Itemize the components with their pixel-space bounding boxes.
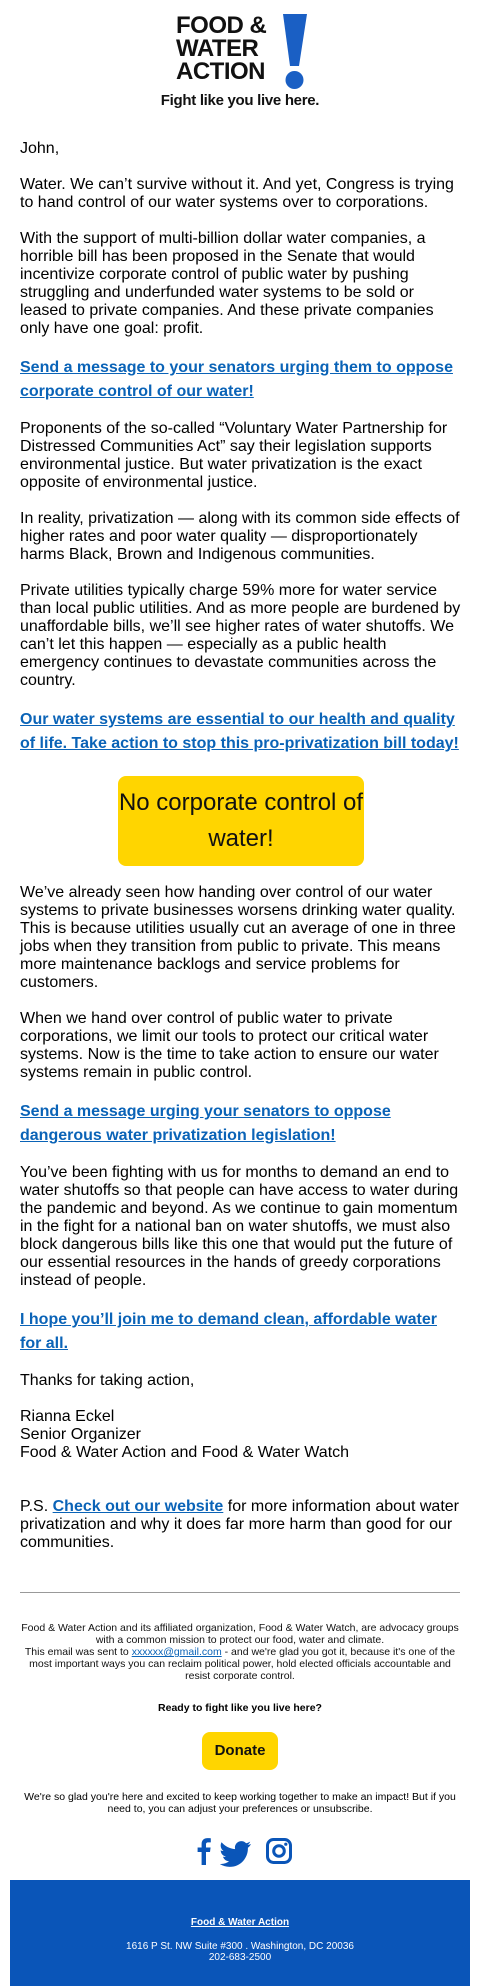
twitter-icon[interactable]: [220, 1841, 252, 1872]
paragraph-8: You’ve been fighting with us for months to demand an end to water shutoffs so that people can have access to water during the pandemic and beyond. As we continue to gain momentum in the fight for a national ban on water shutoffs, we must also block dangerous bills like this one that would put the future of our essential resources in the hands of greedy corporations instead of people.: [20, 1164, 459, 1289]
paragraph-2: With the support of multi-billion dollar water companies, a horrible bill has been proposed in the Senate that would incentivize corporate control of public water by pushing struggling and underfunded water systems to be sold or leased to private companies. And these private companies only have one goal: profit.: [20, 230, 434, 337]
postscript: [20, 1498, 462, 1552]
about-text: Food & Water Action and its affiliated organization, Food & Water Watch, are advocacy groups with a common mission to protect our food, water and climate.: [21, 1622, 459, 1646]
email-body: [20, 140, 462, 1570]
sent-prefix: This email was sent to: [24, 1646, 132, 1658]
org-phone: 202-683-2500: [208, 1952, 272, 1963]
signature-org: Food & Water Action and Food & Water Watch: [20, 1444, 350, 1461]
exclamation-icon: [281, 12, 309, 92]
ps-suffix: for more information about water privatization and why it does far more harm than good for our communities.: [20, 1498, 459, 1551]
footer-divider: [20, 1592, 460, 1593]
facebook-icon[interactable]: [196, 1837, 212, 1870]
instagram-icon[interactable]: [266, 1838, 292, 1869]
signoff: Thanks for taking action,: [20, 1372, 195, 1389]
ps-prefix: P.S.: [20, 1498, 53, 1515]
logo-line-2: WATER: [176, 35, 259, 62]
paragraph-5: Private utilities typically charge 59% more for water service than local public utilities. And as more people are burdened by unaffordable bills, we’ll see higher rates of water shutoffs. We can’t let this happen — especially as a public health emergency continues to devastate communities across the country.: [20, 582, 461, 689]
recipient-email-link[interactable]: xxxxxx@gmail.com: [131, 1646, 222, 1658]
footer-about: [20, 1622, 460, 1682]
org-address: 1616 P St. NW Suite #300 . Washington, DC 20036: [126, 1941, 354, 1952]
sent-suffix: - and we're glad you got it, because it's one of the most important ways you can reclaim political power, hold elected officials accountable and resist corporate control.: [29, 1646, 456, 1682]
paragraph-7: When we hand over control of public water to private corporations, we limit our tools to protect our critical water systems. Now is the time to take action to ensure our water systems remain in public control.: [20, 1010, 439, 1081]
signature: [20, 1408, 462, 1462]
take-action-link[interactable]: Our water systems are essential to our health and quality of life. Take action to stop this pro-privatization bill today!: [20, 711, 459, 752]
paragraph-3: Proponents of the so-called “Voluntary Water Partnership for Distressed Communities Act” say their legislation supports environmental justice. But water privatization is the exact opposite of environmental justice.: [20, 420, 448, 491]
paragraph-1: Water. We can’t survive without it. And yet, Congress is trying to hand control of our water systems over to corporations.: [20, 176, 454, 211]
paragraph-4: In reality, privatization — along with its common side effects of higher rates and poor water quality — disproportionately harms Black, Brown and Indigenous communities.: [20, 510, 460, 563]
signature-title: Senior Organizer: [20, 1426, 141, 1443]
website-link[interactable]: Check out our website: [52, 1498, 224, 1515]
sent-to-text: [20, 1646, 460, 1682]
logo-line-3: ACTION: [176, 58, 265, 85]
org-name-link[interactable]: Food & Water Action: [190, 1917, 290, 1928]
logo-line-1: FOOD &: [176, 12, 267, 39]
paragraph-6: We’ve already seen how handing over control of our water systems to private businesses worsens drinking water quality. This is because utilities usually cut an average of one in three jobs when they transition from public to private. This means more maintenance backlogs and service problems for customers.: [20, 884, 456, 991]
signature-name: Rianna Eckel: [20, 1408, 115, 1425]
greeting: John,: [20, 140, 60, 157]
logo-tagline: Fight like you live here.: [160, 92, 320, 109]
preferences-text: We're so glad you're here and excited to keep working together to make an impact! But if you need to, you can adjust your preferences or unsubscribe.: [24, 1791, 456, 1815]
ready-heading: Ready to fight like you live here?: [158, 1702, 322, 1714]
join-me-link[interactable]: I hope you’ll join me to demand clean, affordable water for all.: [20, 1311, 437, 1352]
footer-address-bar: [10, 1880, 470, 1986]
senators-action-link[interactable]: Send a message to your senators urging them to oppose corporate control of our water!: [20, 359, 453, 400]
logo-wordmark: [176, 14, 266, 83]
no-corporate-control-button[interactable]: No corporate control of water!: [118, 776, 364, 866]
brand-logo[interactable]: [0, 6, 480, 112]
donate-button[interactable]: Donate: [202, 1732, 278, 1770]
social-links: [190, 1835, 300, 1867]
oppose-legislation-link[interactable]: Send a message urging your senators to oppose dangerous water privatization legislation!: [20, 1103, 391, 1144]
